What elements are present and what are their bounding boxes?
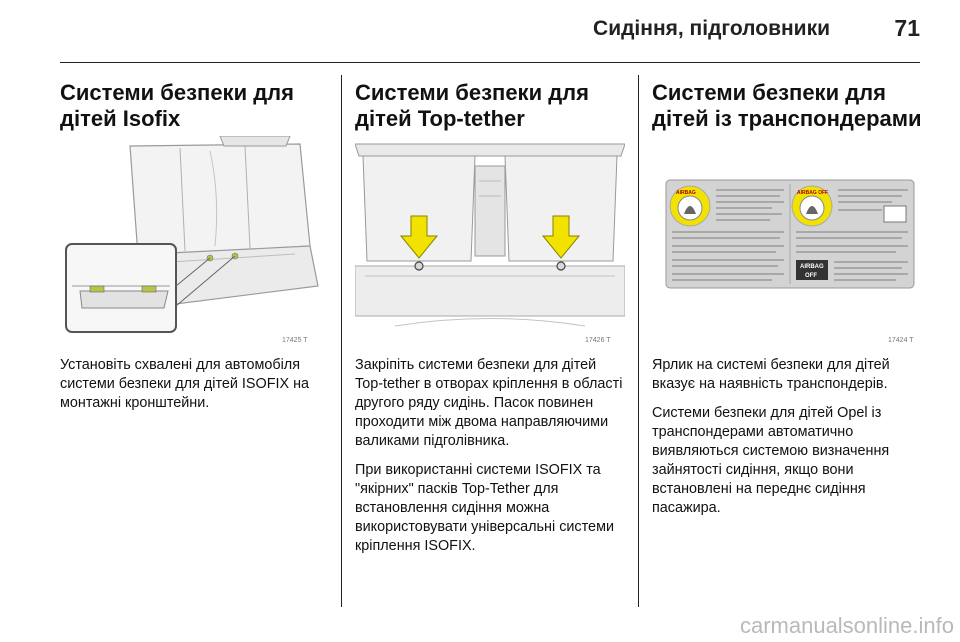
figure-top-tether [355, 136, 625, 346]
figure-isofix [60, 136, 322, 346]
column-isofix [60, 62, 322, 132]
figure-transponder-label [652, 136, 927, 346]
column-transponder [652, 62, 927, 132]
column-divider-2 [638, 75, 639, 607]
figure-code: 17424 T [888, 337, 914, 344]
heading-isofix [60, 80, 322, 132]
paragraph: Ярлик на системі безпеки для дітей вказує на наявність транспондерів. [652, 357, 890, 392]
paragraph: При використанні системи ISOFIX та "якірних" пасків Top-Tether для встановлення сидіння можна використовувати універсальні системи кріплення ISOFIX. [355, 462, 614, 554]
heading-line: Системи безпеки для [652, 80, 886, 105]
figure-code: 17426 T [585, 337, 611, 344]
paragraph: Установіть схвалені для автомобіля системи безпеки для дітей ISOFIX на монтажні кронштейни. [60, 357, 310, 411]
airbag-off-box-line1: AIRBAG [800, 264, 824, 270]
page-header [60, 0, 920, 63]
heading-line: дітей Top-tether [355, 106, 525, 131]
section-title: Сидіння, підголовники [593, 17, 830, 40]
figure-code: 17425 T [282, 337, 308, 344]
heading-line: Системи безпеки для [355, 80, 589, 105]
paragraph: Системи безпеки для дітей Opel із транспондерами автоматично виявляються системою визначення зайнятості сидіння, якщо вони встановлені на переднє сидіння пасажира. [652, 405, 890, 516]
heading-line: Системи безпеки для [60, 80, 294, 105]
watermark: carmanualsonline.info [739, 613, 954, 638]
column-divider-1 [341, 75, 342, 607]
heading-line: дітей із транспондерами [652, 106, 922, 131]
body-top-tether [355, 356, 625, 566]
body-isofix [60, 356, 322, 423]
heading-transponder [652, 80, 927, 132]
body-transponder [652, 356, 927, 528]
airbag-off-box-line2: OFF [805, 273, 817, 279]
page-number: 71 [894, 15, 920, 41]
column-top-tether [355, 62, 625, 132]
paragraph: Закріпіть системи безпеки для дітей Top-tether в отворах кріплення в області другого ряду сидінь. Пасок повинен проходити між двома направляючими валиками підголівника. [355, 357, 623, 449]
heading-line: дітей Isofix [60, 106, 181, 131]
heading-top-tether [355, 80, 625, 132]
badge-airbag-off-label: AIRBAG OFF [797, 190, 829, 196]
badge-airbag-label: AIRBAG [676, 190, 696, 196]
